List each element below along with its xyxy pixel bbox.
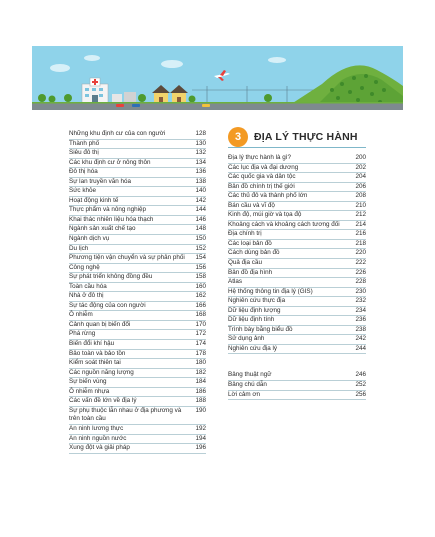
toc-entry-title: Sử dụng ảnh — [228, 335, 265, 343]
toc-entry-page: 194 — [195, 434, 206, 442]
toc-entry-page: 186 — [195, 387, 206, 395]
toc-entry-page: 238 — [355, 325, 366, 333]
toc-entry — [69, 330, 206, 340]
toc-entry-page: 228 — [355, 278, 366, 286]
toc-entry — [228, 202, 366, 212]
toc-right-column — [228, 154, 366, 400]
toc-entry-title: Biến đổi khí hậu — [69, 340, 115, 348]
toc-entry — [69, 425, 206, 435]
toc-entry-title: Hoạt động kinh tế — [69, 196, 119, 204]
toc-entry-page: 150 — [195, 235, 206, 243]
toc-entry — [69, 264, 206, 274]
toc-entry-page: 158 — [195, 273, 206, 281]
toc-entry-title: Thực phẩm và nông nghiệp — [69, 206, 147, 214]
toc-entry-title: Bản đồ chính trị thế giới — [228, 182, 295, 190]
toc-entry-page: 182 — [195, 368, 206, 376]
toc-entry-page: 144 — [195, 206, 206, 214]
toc-entry-title: Phương tiện vận chuyển và sự phân phối — [69, 254, 185, 262]
toc-entry-page: 148 — [195, 225, 206, 233]
toc-entry-title: Du lịch — [69, 244, 89, 252]
toc-entry — [69, 407, 206, 425]
toc-entry-title: Siêu đô thị — [69, 149, 99, 157]
chapter-title: ĐỊA LÝ THỰC HÀNH — [254, 131, 358, 143]
toc-entry — [228, 211, 366, 221]
toc-entry-title: Ô nhiễm — [69, 311, 93, 319]
toc-entry — [228, 316, 366, 326]
toc-entry-page: 128 — [195, 130, 206, 137]
city-landscape-illustration — [32, 46, 403, 110]
toc-entry-title: Bán cầu và vĩ độ — [228, 201, 275, 209]
toc-entry-title: Bảo toàn và bảo tồn — [69, 349, 126, 357]
toc-entry — [69, 369, 206, 379]
toc-entry-title: Địa lý thực hành là gì? — [228, 154, 292, 161]
toc-entry — [69, 359, 206, 369]
toc-entry-title: Sự tác động của con người — [69, 301, 146, 309]
toc-entry-title: Dữ liệu định tính — [228, 316, 275, 324]
toc-entry-title: Lời cảm ơn — [228, 390, 261, 398]
toc-entry — [228, 259, 366, 269]
toc-entry-page: 234 — [355, 306, 366, 314]
toc-entry — [228, 230, 366, 240]
toc-entry-title: Toàn cầu hóa — [69, 282, 107, 290]
toc-entry-page: 210 — [355, 201, 366, 209]
toc-entry — [69, 273, 206, 283]
toc-entry-page: 134 — [195, 158, 206, 166]
toc-entry-title: Kinh độ, múi giờ và tọa độ — [228, 211, 302, 219]
toc-entry-title: Sự biến vùng — [69, 378, 107, 386]
toc-left-column — [69, 130, 206, 454]
toc-entry-title: Nhà ở đô thị — [69, 292, 104, 300]
toc-entry-title: Bảng thuật ngữ — [228, 371, 272, 379]
toc-entry — [69, 378, 206, 388]
toc-entry-title: Khoảng cách và khoảng cách tương đối — [228, 220, 340, 228]
toc-entry — [228, 326, 366, 336]
toc-entry-page: 160 — [195, 282, 206, 290]
toc-entry-title: Các lục địa và đại dương — [228, 163, 299, 171]
toc-entry-page: 216 — [355, 230, 366, 238]
toc-entry-title: Phá rừng — [69, 330, 96, 338]
toc-entry-title: Các loại bản đồ — [228, 239, 272, 247]
toc-entry-title: Sự lan truyền văn hóa — [69, 177, 131, 185]
toc-entry-page: 130 — [195, 139, 206, 147]
toc-entry-title: Ô nhiễm nhựa — [69, 387, 110, 395]
toc-entry-title: Sự phát triển không đồng đều — [69, 273, 153, 281]
toc-entry-title: Xung đột và giải pháp — [69, 444, 130, 452]
toc-entry — [69, 283, 206, 293]
toc-entry-page: 184 — [195, 378, 206, 386]
toc-entry — [69, 444, 206, 454]
toc-entry — [69, 130, 206, 140]
toc-entry-title: Ngành sản xuất chế tạo — [69, 225, 136, 233]
toc-entry — [69, 206, 206, 216]
toc-entry — [69, 292, 206, 302]
toc-entry-page: 256 — [355, 390, 366, 398]
toc-entry-page: 230 — [355, 287, 366, 295]
toc-entry-page: 226 — [355, 268, 366, 276]
toc-entry-page: 242 — [355, 335, 366, 343]
toc-entry-title: Kiểm soát thiên tai — [69, 359, 121, 367]
toc-entry — [228, 307, 366, 317]
toc-entry — [69, 140, 206, 150]
toc-entry-page: 178 — [195, 349, 206, 357]
toc-entry-title: Dữ liệu định lượng — [228, 306, 281, 314]
toc-entry — [69, 178, 206, 188]
toc-entry-title: An ninh lương thực — [69, 424, 124, 432]
toc-entry-page: 140 — [195, 187, 206, 195]
toc-entry-page: 174 — [195, 340, 206, 348]
toc-entry-page: 200 — [355, 154, 366, 161]
toc-entry-page: 232 — [355, 297, 366, 305]
toc-entry — [228, 345, 366, 355]
toc-entry-page: 146 — [195, 215, 206, 223]
toc-entry — [69, 245, 206, 255]
toc-entry — [228, 221, 366, 231]
toc-entry-page: 166 — [195, 301, 206, 309]
toc-entry-title: Địa chính trị — [228, 230, 262, 238]
toc-entry — [69, 302, 206, 312]
toc-entry-page: 142 — [195, 196, 206, 204]
toc-entry — [228, 192, 366, 202]
toc-entry — [69, 321, 206, 331]
toc-entry-page: 218 — [355, 239, 366, 247]
toc-entry-title: Công nghệ — [69, 263, 100, 271]
chapter-number-badge: 3 — [228, 127, 248, 147]
toc-entry — [69, 350, 206, 360]
toc-entry-page: 170 — [195, 320, 206, 328]
toc-entry-title: Cách dùng bản đồ — [228, 249, 280, 257]
toc-entry — [228, 288, 366, 298]
toc-entry-page: 204 — [355, 173, 366, 181]
toc-entry-page: 172 — [195, 330, 206, 338]
toc-entry — [69, 225, 206, 235]
chapter-heading — [228, 127, 366, 147]
chapter-divider — [228, 147, 366, 148]
toc-entry-title: Ngành dịch vụ — [69, 235, 110, 243]
toc-entry-page: 162 — [195, 292, 206, 300]
toc-entry-page: 236 — [355, 316, 366, 324]
toc-entry-page: 206 — [355, 182, 366, 190]
toc-entry-title: Nghiên cứu thực địa — [228, 297, 286, 305]
toc-entry — [69, 187, 206, 197]
toc-entry-page: 220 — [355, 249, 366, 257]
toc-entry-title: Các vấn đề lớn về địa lý — [69, 397, 137, 405]
toc-entry-page: 208 — [355, 192, 366, 200]
header-illustration — [32, 46, 403, 110]
toc-entry-page: 246 — [355, 371, 366, 379]
toc-entry-title: Các thủ đô và thành phố lớn — [228, 192, 308, 200]
toc-entry-title: Các khu định cư ở nông thôn — [69, 158, 151, 166]
toc-entry — [228, 381, 366, 391]
toc-entry — [228, 391, 366, 401]
toc-entry-title: Cảnh quan bị biến đổi — [69, 320, 131, 328]
toc-entry — [69, 168, 206, 178]
toc-entry-page: 202 — [355, 163, 366, 171]
toc-entry — [228, 269, 366, 279]
toc-entry-title: Sức khỏe — [69, 187, 96, 195]
toc-entry-page: 138 — [195, 177, 206, 185]
toc-entry-title: Sự phụ thuộc lẫn nhau ở địa phương và trên toàn cầu — [69, 406, 182, 423]
toc-entry-title: Thành phố — [69, 139, 100, 147]
toc-entry — [69, 435, 206, 445]
toc-entry-title: Nghiên cứu địa lý — [228, 344, 278, 352]
toc-entry-title: An ninh nguồn nước — [69, 434, 127, 442]
toc-entry-page: 196 — [195, 444, 206, 452]
toc-entry — [69, 340, 206, 350]
toc-entry-page: 252 — [355, 381, 366, 389]
toc-entry-title: Khai thác nhiên liệu hóa thạch — [69, 215, 154, 223]
toc-entry — [69, 254, 206, 264]
toc-entry-title: Bảng chú dẫn — [228, 381, 267, 389]
toc-entry — [228, 154, 366, 164]
toc-entry-title: Hệ thống thông tin địa lý (GIS) — [228, 287, 313, 295]
toc-entry — [228, 183, 366, 193]
toc-entry — [69, 235, 206, 245]
toc-entry-page: 156 — [195, 263, 206, 271]
toc-entry — [69, 311, 206, 321]
toc-entry-title: Atlas — [228, 278, 242, 286]
toc-entry-page: 136 — [195, 168, 206, 176]
toc-entry — [228, 249, 366, 259]
toc-entry-page: 190 — [195, 406, 206, 414]
toc-entry — [69, 197, 206, 207]
toc-entry — [228, 297, 366, 307]
toc-entry-title: Những khu định cư của con người — [69, 130, 166, 137]
toc-entry-page: 212 — [355, 211, 366, 219]
toc-entry — [69, 159, 206, 169]
toc-entry-page: 132 — [195, 149, 206, 157]
toc-entry — [228, 371, 366, 381]
toc-entry-page: 168 — [195, 311, 206, 319]
section-gap — [228, 354, 366, 371]
toc-entry — [228, 164, 366, 174]
toc-entry-page: 244 — [355, 344, 366, 352]
toc-entry — [69, 388, 206, 398]
toc-entry-page: 154 — [195, 254, 206, 262]
toc-entry-page: 180 — [195, 359, 206, 367]
toc-entry-page: 152 — [195, 244, 206, 252]
toc-entry — [69, 149, 206, 159]
toc-entry-title: Bản đồ địa hình — [228, 268, 273, 276]
toc-entry-title: Các quốc gia và dân tộc — [228, 173, 296, 181]
toc-entry-page: 192 — [195, 424, 206, 432]
toc-entry-page: 222 — [355, 259, 366, 267]
toc-entry-page: 188 — [195, 397, 206, 405]
toc-entry — [228, 278, 366, 288]
toc-entry-title: Quả địa cầu — [228, 259, 262, 267]
toc-entry — [228, 173, 366, 183]
toc-entry-title: Các nguồn năng lượng — [69, 368, 134, 376]
toc-entry-page: 214 — [355, 220, 366, 228]
toc-entry — [228, 335, 366, 345]
toc-entry — [69, 397, 206, 407]
toc-entry-title: Đô thị hóa — [69, 168, 98, 176]
toc-entry-title: Trình bày bằng biểu đồ — [228, 325, 293, 333]
